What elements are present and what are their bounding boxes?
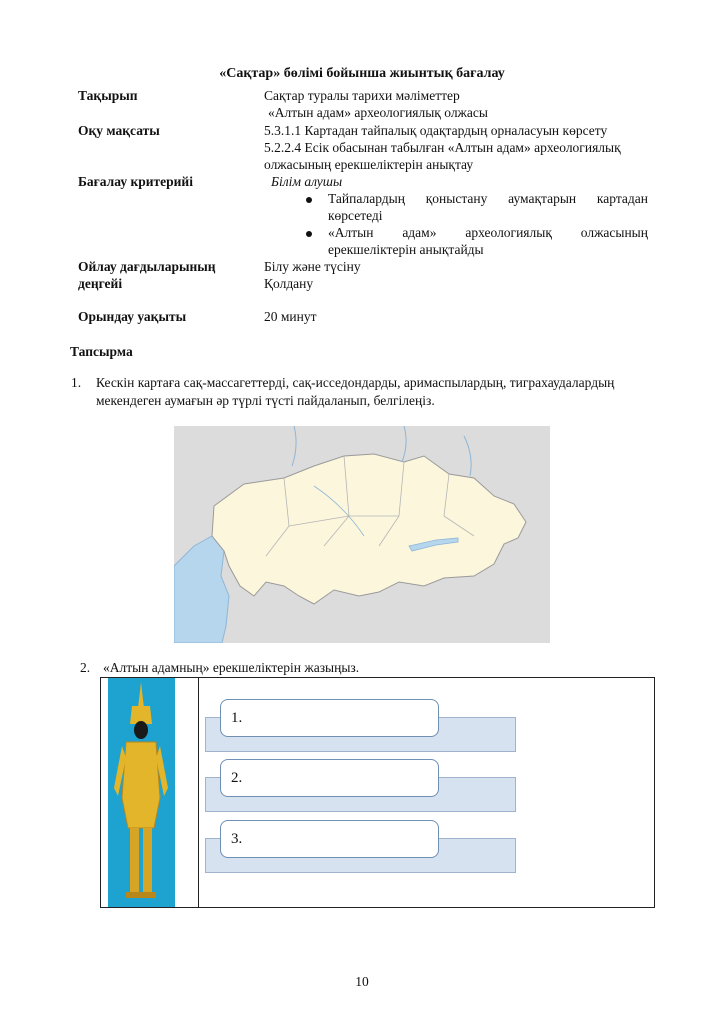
word: адам» <box>402 225 437 240</box>
criteria-label: Бағалау критерийі <box>78 174 193 189</box>
golden-man-image <box>108 678 175 907</box>
task-1-number: 1. <box>71 375 82 390</box>
answer-field-1[interactable]: 1. <box>220 699 439 737</box>
word: картадан <box>596 191 648 206</box>
task-1-line-2: мекендеген аумағын әр түрлі түсті пайдаланып, белгілеңіз. <box>96 393 435 408</box>
criteria-item-2-line-2: ерекшеліктерін анықтайды <box>328 242 484 257</box>
topic-line-2: «Алтын адам» археологиялық олжасы <box>268 105 488 120</box>
word: олжасының <box>580 225 648 240</box>
word: аумақтарын <box>508 191 577 206</box>
word: археологиялық <box>465 225 552 240</box>
word: «Алтын <box>328 225 374 240</box>
goal-label: Оқу мақсаты <box>78 123 160 138</box>
criteria-subtitle: Білім алушы <box>271 174 343 189</box>
criteria-item-1-line-2: көрсетеді <box>328 208 383 223</box>
thinking-value-1: Білу және түсіну <box>264 259 361 274</box>
goal-line-2: 5.2.2.4 Есік обасынан табылған «Алтын адам» археологиялық <box>264 140 621 155</box>
time-value: 20 минут <box>264 309 317 324</box>
goal-line-3: олжасының ерекшеліктерін анықтау <box>264 157 474 172</box>
task-1-line-1: Кескін картаға сақ-массагеттерді, сақ-исседондарды, аримаспылардың, тиграхаудалардың <box>96 375 615 390</box>
bullet-icon <box>306 231 312 237</box>
left-leg <box>130 828 139 894</box>
golden-man-table <box>100 677 655 908</box>
task-heading: Тапсырма <box>70 344 133 359</box>
criteria-item-1-line-1 <box>328 191 648 207</box>
page-number: 10 <box>355 974 369 989</box>
criteria-item-2-line-1 <box>328 225 648 241</box>
document-title: «Сақтар» бөлімі бойынша жиынтық бағалау <box>219 66 505 81</box>
time-label: Орындау уақыты <box>78 309 187 324</box>
topic-line-1: Сақтар туралы тарихи мәліметтер <box>264 88 460 103</box>
task-2-text: «Алтын адамның» ерекшеліктерін жазыңыз. <box>103 660 360 675</box>
kazakhstan-map-svg <box>174 426 550 643</box>
thinking-value-2: Қолдану <box>264 276 314 291</box>
contour-map <box>174 426 550 643</box>
face <box>134 721 148 739</box>
word: Тайпалардың <box>328 191 405 206</box>
thinking-label-1: Ойлау дағдыларының <box>78 259 216 274</box>
answer-field-2[interactable]: 2. <box>220 759 439 797</box>
table-divider <box>198 678 199 907</box>
armor-coat <box>122 742 160 828</box>
word: қоныстану <box>425 191 488 206</box>
topic-label: Тақырып <box>78 88 138 103</box>
stand <box>126 892 156 898</box>
right-leg <box>143 828 152 894</box>
answer-field-3[interactable]: 3. <box>220 820 439 858</box>
goal-line-1: 5.3.1.1 Картадан тайпалық одақтардың орналасуын көрсету <box>264 123 608 138</box>
task-2-number: 2. <box>80 660 91 675</box>
bullet-icon <box>306 197 312 203</box>
thinking-label-2: деңгейі <box>78 276 123 291</box>
